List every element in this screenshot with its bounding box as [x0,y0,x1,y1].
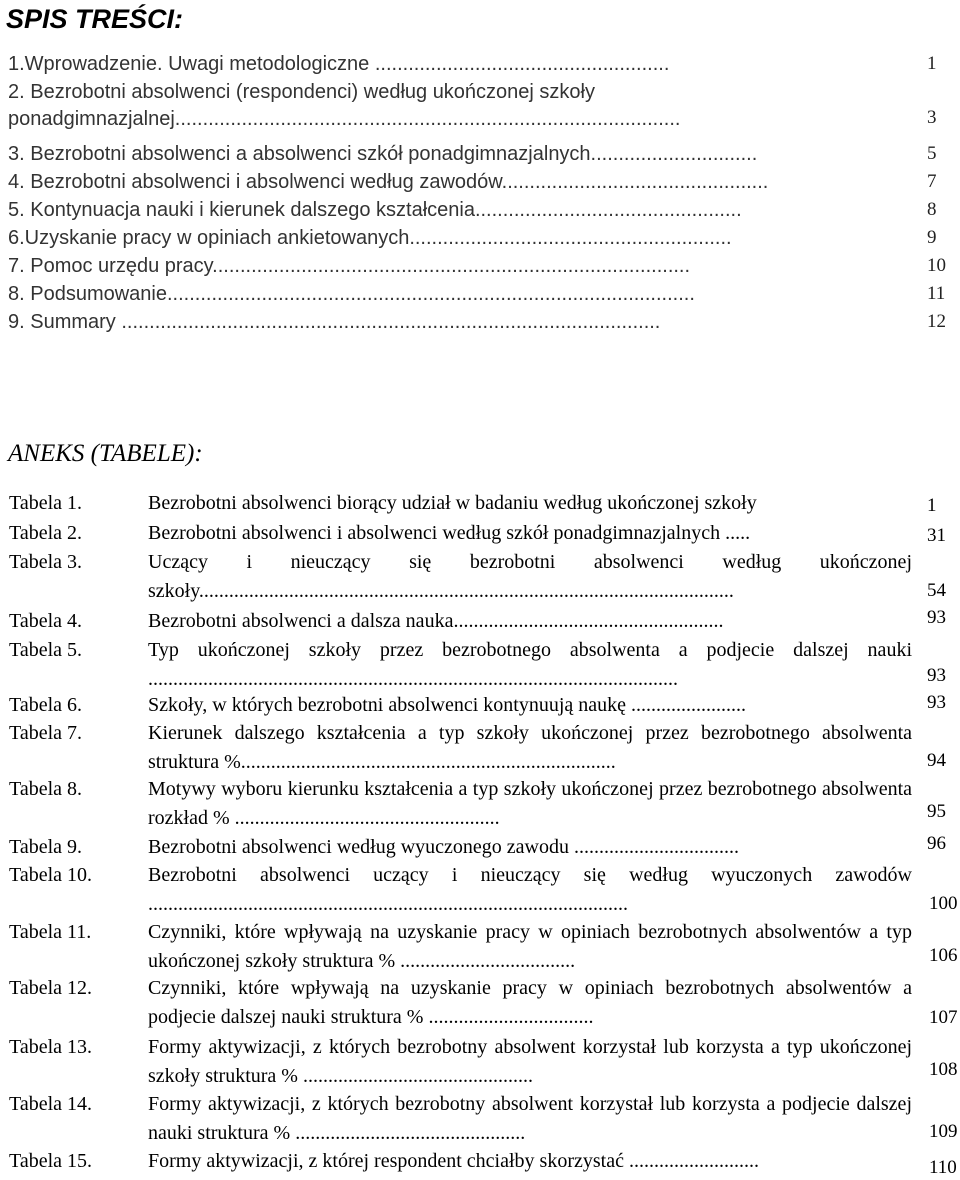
leader-dots: ................................................................................................. [115,311,661,333]
toc-entry-title: 6.Uzyskanie pracy w opiniach ankietowanych. [8,227,415,249]
table-entry-page: 109 [929,1121,958,1142]
toc-entry-page: 5 [927,143,937,164]
table-label: Tabela 10. [9,864,93,886]
table-label: Tabela 6. [9,694,83,716]
toc-entry-title: 1.Wprowadzenie. Uwagi metodologiczne [8,53,370,75]
toc-entry-title: 9. Summary [8,311,116,333]
table-label: Tabela 5. [9,639,83,661]
table-entry-page: 95 [927,801,946,822]
table-label: Tabela 1. [9,492,83,514]
toc-entry-page: 3 [927,107,937,128]
toc-entry-title: 4. Bezrobotni absolwenci i absolwenci według zawodów. [8,171,508,193]
toc-entry[interactable] [8,107,680,131]
table-entry-title[interactable]: Bezrobotni absolwenci a dalsza nauka...................................................... [148,610,724,632]
table-entry-title[interactable]: Formy aktywizacji, z której respondent chciałby skorzystać .......................... [148,1150,759,1172]
table-entry-page: 100 [929,893,958,914]
toc-entry[interactable] [8,226,732,250]
leader-dots: ......................................................... [414,227,732,249]
table-entry-page: 1 [927,495,937,516]
table-label: Tabela 9. [9,836,83,858]
table-entry-title[interactable]: Formy aktywizacji, z których bezrobotny absolwent korzystał lub korzysta a typ ukończonej szkoły struktura % .............................................. [148,1036,912,1087]
leader-dots: ............................. [596,143,758,165]
table-label: Tabela 13. [9,1036,93,1058]
leader-dots: ............................................... [480,199,742,221]
toc-entry-title: 5. Kontynuacja nauki i kierunek dalszego kształcenia. [8,199,481,221]
table-entry-title[interactable]: Bezrobotni absolwenci uczący i nieuczący się według wyuczonych zawodów ................................................................................................ [148,864,912,915]
table-entry-page: 54 [927,580,946,601]
table-entry-page: 93 [927,665,946,686]
toc-entry[interactable] [8,80,595,104]
toc-heading: SPIS TREŚCI: [6,4,184,34]
table-entry-title[interactable]: Kierunek dalszego kształcenia a typ szkoły ukończonej przez bezrobotnego absolwenta struktura %........................................................................... [148,722,912,773]
leader-dots: .......................................................................................... [180,108,681,130]
table-label: Tabela 11. [9,921,92,943]
toc-entry-title: 3. Bezrobotni absolwenci a absolwenci szkół ponadgimnazjalnych. [8,143,597,165]
table-entry-page: 93 [927,692,946,713]
table-label: Tabela 3. [9,551,83,573]
toc-entry[interactable] [8,142,757,166]
toc-entry[interactable] [8,254,690,278]
toc-entry-page: 10 [927,255,946,276]
toc-entry-page: 11 [927,283,946,304]
table-entry-title[interactable]: Uczący i nieuczący się bezrobotni absolwenci według ukończonej szkoły........................................................................................................... [148,551,912,602]
table-entry-page: 107 [929,1007,958,1028]
toc-entry-page: 12 [927,311,946,332]
toc-entry-title: 7. Pomoc urzędu pracy. [8,255,218,277]
table-entry-page: 93 [927,607,946,628]
table-label: Tabela 14. [9,1093,93,1115]
table-entry-title[interactable]: Bezrobotni absolwenci według wyuczonego zawodu ................................. [148,836,739,858]
table-entry-page: 106 [929,945,958,966]
table-entry-title[interactable]: Bezrobotni absolwenci i absolwenci według szkół ponadgimnazjalnych ..... [148,522,751,544]
toc-entry[interactable] [8,170,768,194]
toc-entry-title: 8. Podsumowanie. [8,283,173,305]
toc-entry[interactable] [8,282,695,306]
annex-heading: ANEKS (TABELE): [8,440,203,467]
table-label: Tabela 8. [9,778,83,800]
table-entry-title[interactable]: Motywy wyboru kierunku kształcenia a typ szkoły ukończonej przez bezrobotnego absolwenta rozkład % ..................................................... [148,778,912,829]
table-entry-title[interactable]: Czynniki, które wpływają na uzyskanie pracy w opiniach bezrobotnych absolwentów a podjecie dalszej nauki struktura % ................................. [148,977,912,1028]
toc-entry[interactable] [8,310,660,334]
table-entry-page: 31 [927,525,946,546]
table-label: Tabela 4. [9,610,83,632]
table-entry-title[interactable]: Szkoły, w których bezrobotni absolwenci kontynuują naukę ....................... [148,694,747,716]
leader-dots: ............................................... [507,171,769,193]
toc-entry-page: 1 [927,53,937,74]
table-entry-title[interactable]: Czynniki, które wpływają na uzyskanie pracy w opiniach bezrobotnych absolwentów a typ ukończonej szkoły struktura % ................................... [148,921,912,972]
toc-entry-page: 9 [927,227,937,248]
table-entry-title[interactable]: Formy aktywizacji, z których bezrobotny absolwent korzystał lub korzysta a podjecie dalszej nauki struktura % .............................................. [148,1093,912,1144]
table-entry-page: 108 [929,1059,958,1080]
leader-dots: ..................................................................................... [217,255,691,277]
toc-entry[interactable] [8,198,742,222]
toc-entry-page: 8 [927,199,937,220]
toc-entry[interactable] [8,52,669,76]
table-label: Tabela 2. [9,522,83,544]
table-entry-title[interactable]: Bezrobotni absolwenci biorący udział w badaniu według ukończonej szkoły [148,492,757,514]
leader-dots: .............................................................................................. [172,283,695,305]
toc-entry-page: 7 [927,171,937,192]
table-entry-page: 96 [927,833,946,854]
table-label: Tabela 12. [9,977,93,999]
leader-dots: ..................................................... [369,53,670,75]
table-label: Tabela 15. [9,1150,93,1172]
table-entry-page: 94 [927,750,946,771]
toc-entry-title: ponadgimnazjalnej. [8,108,181,130]
table-entry-title[interactable]: Typ ukończonej szkoły przez bezrobotnego absolwenta a podjecie dalszej nauki .......................................................................................................... [148,639,912,690]
table-entry-page: 110 [929,1157,957,1178]
toc-entry-title: 2. Bezrobotni absolwenci (respondenci) według ukończonej szkoły [8,81,595,103]
table-label: Tabela 7. [9,722,83,744]
